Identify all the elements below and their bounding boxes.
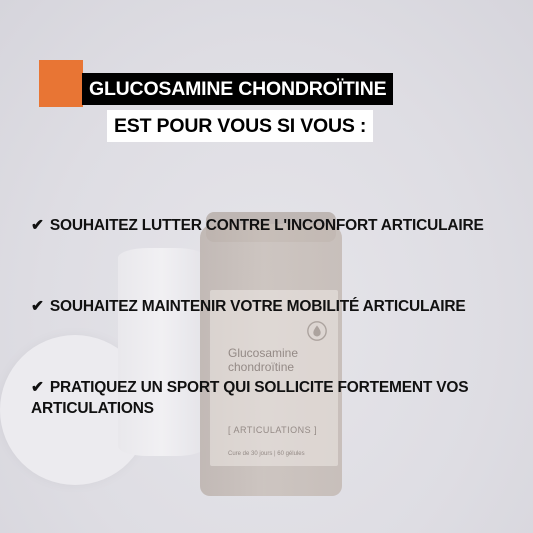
benefit-item-1 <box>31 215 484 236</box>
drop-icon <box>306 320 328 342</box>
product-category: [ ARTICULATIONS ] <box>228 425 318 435</box>
product-name-line1: Glucosamine <box>228 346 299 360</box>
benefit-text: SOUHAITEZ LUTTER CONTRE L'INCONFORT ARTICULAIRE <box>49 217 484 234</box>
benefit-item-2 <box>31 296 466 317</box>
checkmark-icon: ✔ <box>31 379 44 396</box>
checkmark-icon: ✔ <box>31 217 44 234</box>
product-name-line2: chondroïtine <box>228 360 295 374</box>
benefit-item-3 <box>31 377 501 419</box>
benefit-text: SOUHAITEZ MAINTENIR VOTRE MOBILITÉ ARTICULAIRE <box>49 298 466 315</box>
headline-line-2: EST POUR VOUS SI VOUS : <box>107 110 373 142</box>
benefit-text: PRATIQUEZ UN SPORT QUI SOLLICITE FORTEMENT VOS ARTICULATIONS <box>31 379 469 417</box>
jar-shape <box>118 248 206 456</box>
product-footer: Cure de 30 jours | 60 gélules <box>228 451 305 457</box>
checkmark-icon: ✔ <box>31 298 44 315</box>
headline-line-1: GLUCOSAMINE CHONDROÏTINE <box>82 73 393 105</box>
accent-square <box>39 60 83 107</box>
